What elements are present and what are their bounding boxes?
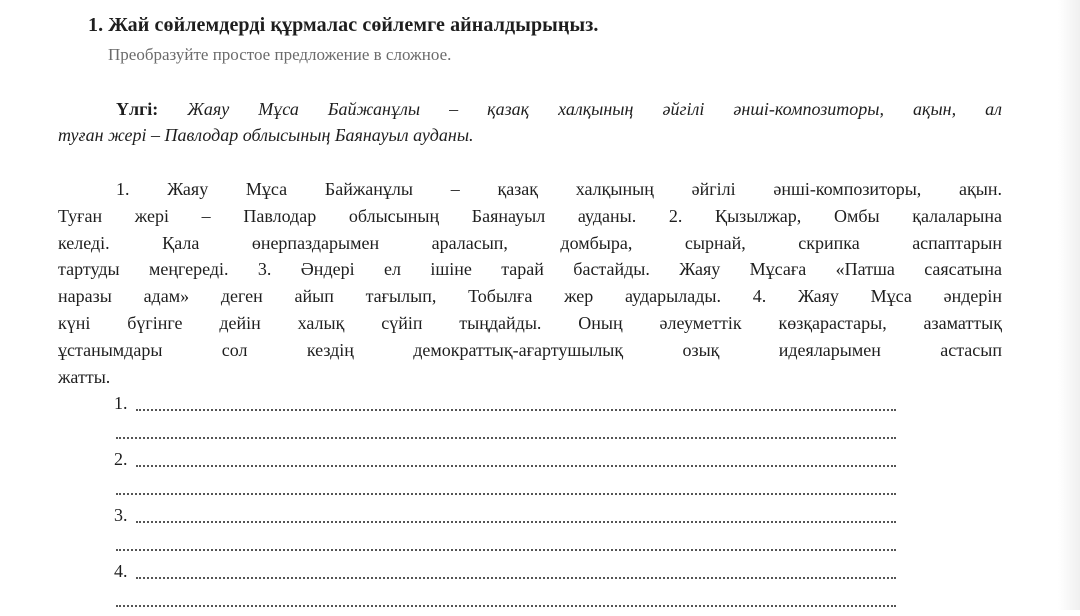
answer-number-3: 3. <box>114 505 128 525</box>
main-text <box>58 176 1002 390</box>
answer-dotted-line[interactable] <box>116 549 896 551</box>
example-line-2: туған жері – Павлодар облысының Баянауыл ауданы. <box>58 125 474 145</box>
text-line-1: 1. Жаяу Мұса Байжанұлы – қазақ халқының әйгілі әнші-композиторы, ақын. <box>116 179 1002 199</box>
task-subtitle: Преобразуйте простое предложение в сложное. <box>108 45 452 64</box>
text-line-4: тартуды меңгереді. 3. Әндері ел ішіне тарай бастайды. Жаяу Мұсаға «Патша саясатына <box>58 259 1002 280</box>
answer-number-4: 4. <box>114 561 128 581</box>
answer-row-4-cont[interactable] <box>114 588 896 616</box>
answer-dotted-line[interactable] <box>116 605 896 607</box>
answer-number-2: 2. <box>114 449 128 469</box>
answer-row-2[interactable] <box>114 448 896 476</box>
example-line-1 <box>58 96 1002 122</box>
text-line-8: жатты. <box>58 366 111 387</box>
task-title: 1. Жай сөйлемдерді құрмалас сөйлемге айналдырыңыз. <box>88 14 599 36</box>
text-line-2: Туған жері – Павлодар облысының Баянауыл ауданы. 2. Қызылжар, Омбы қалаларына <box>58 205 1002 226</box>
answer-dotted-line[interactable] <box>116 437 896 439</box>
example-text-1: Жаяу Мұса Байжанұлы – қазақ халқының әйгілі әнші-композиторы, ақын, ал <box>187 99 1003 119</box>
answer-row-1-cont[interactable] <box>114 420 896 448</box>
text-line-3: келеді. Қала өнерпаздарымен араласып, домбыра, сырнай, скрипка аспаптарын <box>58 232 1002 253</box>
answer-number-1: 1. <box>114 393 128 413</box>
text-line-7: ұстанымдары сол кездің демократтық-ағартушылық озық идеяларымен астасып <box>58 339 1002 360</box>
example-block <box>58 96 1002 148</box>
example-label: Үлгі: <box>116 99 159 119</box>
answer-dotted-line[interactable] <box>136 521 896 523</box>
text-line-5: наразы адам» деген айып тағылып, Тобылға жер аударылады. 4. Жаяу Мұса әндерін <box>58 286 1002 307</box>
answer-row-4[interactable] <box>114 560 896 588</box>
answer-row-2-cont[interactable] <box>114 476 896 504</box>
answer-dotted-line[interactable] <box>136 577 896 579</box>
page-edge-shadow <box>1058 0 1080 610</box>
answer-row-3[interactable] <box>114 504 896 532</box>
answer-row-3-cont[interactable] <box>114 532 896 560</box>
answer-row-1[interactable] <box>114 392 896 420</box>
answer-dotted-line[interactable] <box>136 409 896 411</box>
answer-dotted-line[interactable] <box>136 465 896 467</box>
text-line-6: күні бүгінге дейін халық сүйіп тыңдайды. Оның әлеуметтік көзқарастары, азаматтық <box>58 312 1002 333</box>
answer-lines <box>114 392 896 616</box>
answer-dotted-line[interactable] <box>116 493 896 495</box>
